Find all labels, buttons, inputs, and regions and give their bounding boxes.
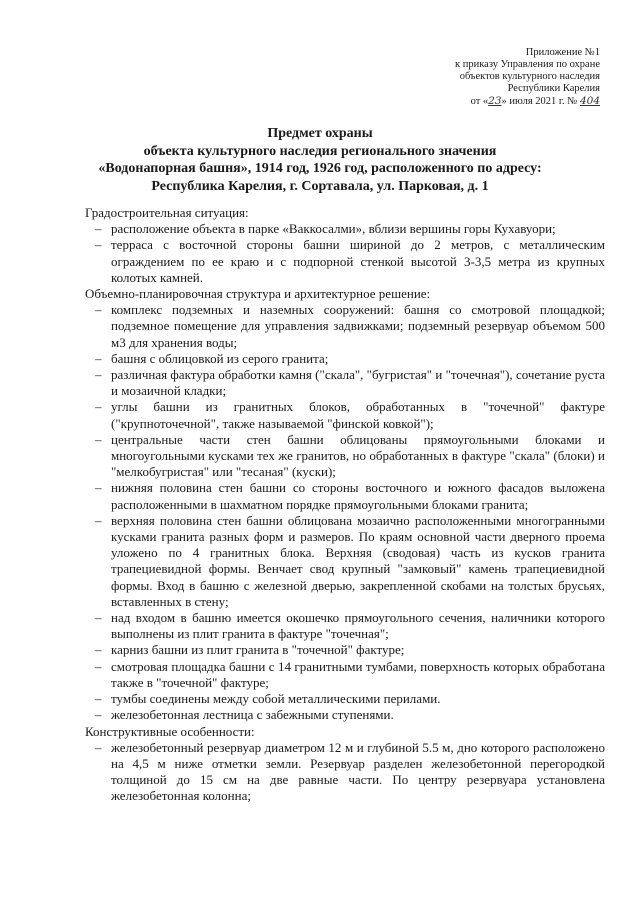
section-urban-planning <box>85 205 605 286</box>
appendix-line-3: объектов культурного наследия <box>459 71 600 82</box>
list-item: – карниз башни из плит гранита в "точечной" фактуре; <box>85 642 605 658</box>
handwritten-order-number: 404 <box>579 95 600 107</box>
handwritten-day: 23 <box>488 95 502 107</box>
date-prefix: от « <box>470 96 489 107</box>
document-body <box>85 205 605 805</box>
appendix-date-line <box>360 95 600 108</box>
appendix-header <box>360 47 600 108</box>
list-item: – тумбы соединены между собой металлическими перилами. <box>85 691 605 707</box>
section-construction <box>85 724 605 805</box>
list-item: – башня с облицовкой из серого гранита; <box>85 351 605 367</box>
title-line-4: Республика Карелия, г. Сортавала, ул. Парковая, д. 1 <box>151 178 489 194</box>
list-item: – различная фактура обработки камня ("скала", "бугристая" и "точечная"), сочетание руста и мозаичной кладки; <box>85 367 605 399</box>
list-item: – над входом в башню имеется окошечко прямоугольного сечения, наличники которого выполнены из плит гранита в фактуре "точечная"; <box>85 610 605 642</box>
appendix-line-4: Республики Карелия <box>507 83 600 94</box>
section-architecture <box>85 286 605 723</box>
list-item: – центральные части стен башни облицованы прямоугольными блоками и многоугольными кусками тех же гранитов, но обработанных в фактуре "скала" (блоки) и "мелкобугристая" или "тесаная" (куски); <box>85 432 605 481</box>
list-item: – расположение объекта в парке «Ваккосалми», вблизи вершины горы Кухавуори; <box>85 221 605 237</box>
list-item: – углы башни из гранитных блоков, обработанных в "точечной" фактуре ("крупноточечной", также называемой "финской ковкой"); <box>85 399 605 431</box>
appendix-line-2: к приказу Управления по охране <box>455 59 600 70</box>
document-title <box>0 125 640 195</box>
section-heading: Конструктивные особенности: <box>85 723 255 739</box>
item-list <box>85 740 605 805</box>
title-line-1: Предмет охраны <box>267 126 373 141</box>
item-list <box>85 302 605 723</box>
title-line-2: объекта культурного наследия регионального значения <box>143 143 497 159</box>
list-item: – терраса с восточной стороны башни шириной до 2 метров, с металлическим ограждением по ее краю и с подпорной стенкой высотой 3-3,5 метра из крупных колотых камней. <box>85 237 605 286</box>
list-item: – нижняя половина стен башни со стороны восточного и южного фасадов выложена расположенными в шахматном порядке прямоугольными блоками гранита; <box>85 480 605 512</box>
list-item: – смотровая площадка башни с 14 гранитными тумбами, поверхность которых обработана также в "точечной" фактуре; <box>85 659 605 691</box>
list-item: – железобетонная лестница с забежными ступенями. <box>85 707 605 723</box>
section-heading: Градостроительная ситуация: <box>85 205 249 220</box>
title-line-3: «Водонапорная башня», 1914 год, 1926 год, расположенного по адресу: <box>98 161 542 176</box>
list-item: – верхняя половина стен башни облицована мозаично расположенными многогранными кусками гранита разных форм и размеров. По краям основной части дверного проема уложено по 4 гранитных блока. Верхняя (сводовая) часть из кусков гранита трапециевидной формы. Венчает свод крупный "замковый" камень трапециевидной формы. Вход в башню с железной дверью, закрепленной скобами на толстых брусьях, вставленных в стену; <box>85 513 605 610</box>
list-item: – комплекс подземных и наземных сооружений: башня со смотровой площадкой; подземное помещение для управления задвижками; подземный резервуар объемом 500 м3 для хранения воды; <box>85 302 605 351</box>
list-item: – железобетонный резервуар диаметром 12 м и глубиной 5.5 м, дно которого расположено на 4,5 м ниже отметки земли. Резервуар разделен железобетонной перегородкой толщиной до 15 см на две равные части. По центру резервуара установлена железобетонная колонна; <box>85 740 605 805</box>
section-heading: Объемно-планировочная структура и архитектурное решение: <box>85 286 431 302</box>
appendix-line-1: Приложение №1 <box>525 47 600 58</box>
date-mid: » июля 2021 г. № <box>501 96 578 107</box>
item-list <box>85 221 605 286</box>
